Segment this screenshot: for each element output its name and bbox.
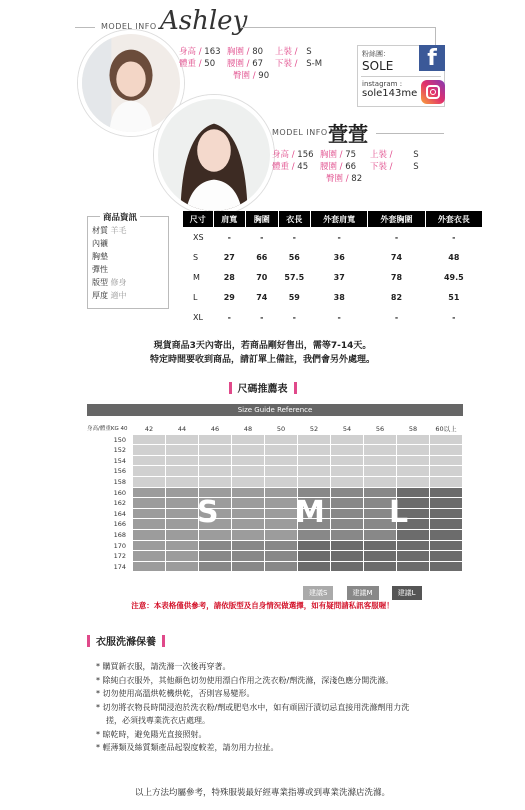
grid-cell bbox=[265, 509, 298, 520]
legend-m: 建議M bbox=[347, 586, 379, 600]
divider bbox=[75, 27, 95, 28]
accent-bar bbox=[229, 382, 232, 394]
grid-cell bbox=[133, 509, 166, 520]
grid-cell bbox=[397, 456, 430, 467]
grid-cell bbox=[232, 551, 265, 562]
grid-cell bbox=[133, 488, 166, 499]
grid-cell bbox=[232, 519, 265, 530]
care-title: 衣服洗滌保養 bbox=[87, 633, 165, 648]
grid-cell bbox=[199, 551, 232, 562]
grid-cell bbox=[364, 562, 397, 573]
table-row: M 28 70 57.5 37 78 49.5 bbox=[193, 272, 464, 282]
list-item: * 除純白衣服外，其他顏色切勿使用漂白作用之洗衣粉/劑洗滌，深淺色應分開洗滌。 bbox=[96, 675, 394, 685]
grid-cell bbox=[166, 445, 199, 456]
model-stats: 身高 / 156 胸圍 / 75 上裝 / S 體重 / 45 腰圍 / 66 下裝 / S 臀圍 / 82 bbox=[272, 150, 419, 184]
grid-cell bbox=[364, 435, 397, 446]
size-guide-note: 注意：本表格僅供參考，請依版型及自身情況做選擇，如有疑問請私訊客服喔！ bbox=[131, 601, 394, 610]
grid-cell bbox=[232, 530, 265, 541]
accent-bar bbox=[162, 635, 165, 647]
grid-cell bbox=[430, 562, 463, 573]
care-list bbox=[96, 660, 416, 755]
divider bbox=[376, 133, 444, 134]
grid-height-label: 160 bbox=[87, 488, 133, 499]
size-header: 衣長 bbox=[278, 211, 311, 227]
grid-cell bbox=[430, 530, 463, 541]
model-name: Ashley bbox=[160, 6, 248, 36]
grid-cell bbox=[166, 541, 199, 552]
grid-cell bbox=[133, 435, 166, 446]
accent-bar bbox=[294, 382, 297, 394]
grid-cell bbox=[265, 435, 298, 446]
facebook-label: 粉絲團： bbox=[362, 50, 390, 58]
grid-height-label: 158 bbox=[87, 477, 133, 488]
size-header: 胸圍 bbox=[246, 211, 279, 227]
size-header: 尺寸 bbox=[183, 211, 213, 227]
grid-height-label: 166 bbox=[87, 519, 133, 530]
grid-cell bbox=[232, 498, 265, 509]
grid-weight-label: 44 bbox=[166, 424, 199, 435]
size-header: 外套胸圍 bbox=[368, 211, 425, 227]
grid-cell bbox=[331, 509, 364, 520]
legend-l: 建議L bbox=[392, 586, 422, 600]
list-item: * 購買新衣服，請洗滌一次後再穿著。 bbox=[96, 662, 231, 671]
shipping-notice: 特定時間要收到商品，請訂單上備註，我們會另外處理。 bbox=[149, 355, 375, 365]
grid-cell bbox=[199, 562, 232, 573]
grid-cell bbox=[430, 551, 463, 562]
grid-cell bbox=[397, 562, 430, 573]
grid-cell bbox=[199, 435, 232, 446]
grid-cell bbox=[430, 488, 463, 499]
grid-cell bbox=[430, 541, 463, 552]
grid-cell bbox=[166, 509, 199, 520]
grid-corner-label: 身高/體重KG 40 bbox=[87, 424, 133, 435]
grid-cell bbox=[265, 562, 298, 573]
size-letter-l: L bbox=[389, 495, 409, 530]
shipping-notice: 現貨商品3天內寄出，若商品剛好售出，需等7-14天。 bbox=[153, 341, 372, 351]
grid-cell bbox=[364, 530, 397, 541]
grid-cell bbox=[298, 435, 331, 446]
grid-cell bbox=[232, 466, 265, 477]
instagram-icon[interactable] bbox=[421, 80, 445, 104]
facebook-icon[interactable]: f bbox=[419, 45, 445, 71]
grid-weight-label: 54 bbox=[331, 424, 364, 435]
grid-cell bbox=[430, 509, 463, 520]
grid-cell bbox=[232, 488, 265, 499]
grid-cell bbox=[232, 445, 265, 456]
grid-cell bbox=[166, 477, 199, 488]
grid-cell bbox=[232, 435, 265, 446]
grid-cell bbox=[397, 477, 430, 488]
size-header: 肩寬 bbox=[213, 211, 246, 227]
grid-cell bbox=[133, 562, 166, 573]
grid-weight-label: 50 bbox=[265, 424, 298, 435]
model-photo bbox=[154, 95, 274, 215]
grid-cell bbox=[331, 466, 364, 477]
size-letter-m: M bbox=[295, 495, 325, 530]
instagram-value: sole143me bbox=[362, 88, 418, 99]
accent-bar bbox=[87, 635, 90, 647]
grid-cell bbox=[199, 530, 232, 541]
grid-cell bbox=[331, 445, 364, 456]
grid-cell bbox=[133, 551, 166, 562]
size-header: 外套衣長 bbox=[425, 211, 482, 227]
grid-cell bbox=[397, 435, 430, 446]
table-row: L 29 74 59 38 82 51 bbox=[193, 292, 460, 302]
grid-cell bbox=[265, 551, 298, 562]
grid-cell bbox=[331, 562, 364, 573]
grid-cell bbox=[364, 477, 397, 488]
grid-cell bbox=[232, 477, 265, 488]
grid-height-label: 150 bbox=[87, 435, 133, 446]
grid-cell bbox=[133, 445, 166, 456]
grid-cell bbox=[166, 498, 199, 509]
grid-cell bbox=[430, 519, 463, 530]
grid-cell bbox=[397, 530, 430, 541]
model-name: 萱萱 bbox=[328, 122, 368, 146]
grid-cell bbox=[298, 477, 331, 488]
grid-cell bbox=[331, 456, 364, 467]
grid-cell bbox=[298, 456, 331, 467]
grid-cell bbox=[133, 530, 166, 541]
model-info-label: MODEL INFO bbox=[272, 128, 328, 137]
legend-s: 建議S bbox=[303, 586, 333, 600]
grid-weight-label: 58 bbox=[397, 424, 430, 435]
grid-cell bbox=[430, 456, 463, 467]
size-guide-chart bbox=[87, 404, 463, 572]
grid-cell bbox=[166, 530, 199, 541]
grid-weight-label: 46 bbox=[199, 424, 232, 435]
grid-cell bbox=[265, 541, 298, 552]
grid-cell bbox=[331, 498, 364, 509]
grid-weight-label: 48 bbox=[232, 424, 265, 435]
grid-cell bbox=[265, 445, 298, 456]
model-info-label: MODEL INFO bbox=[101, 22, 157, 31]
grid-cell bbox=[298, 530, 331, 541]
grid-cell bbox=[430, 477, 463, 488]
grid-height-label: 164 bbox=[87, 509, 133, 520]
grid-cell bbox=[331, 435, 364, 446]
grid-height-label: 172 bbox=[87, 551, 133, 562]
grid-weight-label: 42 bbox=[133, 424, 166, 435]
grid-cell bbox=[364, 551, 397, 562]
grid-cell bbox=[430, 435, 463, 446]
grid-cell bbox=[265, 530, 298, 541]
product-info-list: 材質 羊毛 內襯 胸墊 彈性 版型 修身 厚度 適中 bbox=[92, 226, 127, 300]
grid-cell bbox=[430, 498, 463, 509]
table-row: S 27 66 56 36 74 48 bbox=[193, 252, 460, 262]
grid-cell bbox=[265, 466, 298, 477]
grid-cell bbox=[331, 488, 364, 499]
grid-cell bbox=[133, 519, 166, 530]
grid-cell bbox=[199, 456, 232, 467]
grid-weight-label: 52 bbox=[298, 424, 331, 435]
grid-cell bbox=[364, 466, 397, 477]
divider bbox=[240, 27, 435, 28]
grid-cell bbox=[298, 445, 331, 456]
grid-cell bbox=[133, 498, 166, 509]
grid-cell bbox=[199, 541, 232, 552]
list-item: * 切勿使用高溫烘乾機烘乾，否則容易變形。 bbox=[96, 689, 255, 698]
grid-cell bbox=[265, 488, 298, 499]
grid-height-label: 154 bbox=[87, 456, 133, 467]
grid-cell bbox=[166, 456, 199, 467]
grid-height-label: 156 bbox=[87, 466, 133, 477]
grid-cell bbox=[133, 477, 166, 488]
grid-cell bbox=[298, 562, 331, 573]
grid-cell bbox=[331, 541, 364, 552]
grid-cell bbox=[331, 519, 364, 530]
grid-cell bbox=[265, 519, 298, 530]
grid-cell bbox=[166, 551, 199, 562]
grid-cell bbox=[133, 456, 166, 467]
grid-cell bbox=[364, 456, 397, 467]
grid-cell bbox=[331, 551, 364, 562]
list-item: * 輕薄類及絲質類產品起裂度較差，請勿用力拉扯。 bbox=[96, 743, 279, 752]
grid-cell bbox=[364, 445, 397, 456]
size-guide-title: 尺碼推薦表 bbox=[0, 380, 525, 395]
grid-cell bbox=[199, 477, 232, 488]
size-table bbox=[183, 211, 483, 327]
grid-cell bbox=[397, 551, 430, 562]
size-legend bbox=[303, 580, 422, 600]
grid-cell bbox=[232, 541, 265, 552]
facebook-value: SOLE bbox=[362, 59, 394, 73]
grid-cell bbox=[166, 488, 199, 499]
grid-cell bbox=[232, 456, 265, 467]
grid-weight-label: 60以上 bbox=[430, 424, 463, 435]
table-row: XS - - - - - - bbox=[193, 232, 456, 242]
model-stats: 身高 / 163 胸圍 / 80 上裝 / S 體重 / 50 腰圍 / 67 下裝 / S-M 臀圍 / 90 bbox=[179, 47, 323, 81]
grid-cell bbox=[331, 530, 364, 541]
grid-height-label: 174 bbox=[87, 562, 133, 573]
grid-cell bbox=[298, 541, 331, 552]
care-footer: 以上方法均屬參考，特殊服裝最好經專業指導或到專業洗滌店洗滌。 bbox=[134, 788, 390, 798]
grid-height-label: 152 bbox=[87, 445, 133, 456]
product-info-title: 商品資訊 bbox=[100, 211, 140, 223]
grid-cell bbox=[232, 509, 265, 520]
grid-cell bbox=[265, 456, 298, 467]
instagram-label: instagram : bbox=[362, 80, 403, 88]
grid-cell bbox=[298, 466, 331, 477]
grid-cell bbox=[166, 435, 199, 446]
grid-cell bbox=[166, 562, 199, 573]
grid-cell bbox=[397, 466, 430, 477]
table-row: XL - - - - - - bbox=[193, 312, 456, 322]
grid-cell bbox=[397, 445, 430, 456]
grid-cell bbox=[232, 562, 265, 573]
grid-cell bbox=[298, 551, 331, 562]
grid-height-label: 162 bbox=[87, 498, 133, 509]
grid-cell bbox=[133, 466, 166, 477]
grid-cell bbox=[166, 519, 199, 530]
list-item: * 切勿將衣物長時間浸泡於洗衣粉/劑或肥皂水中，如有頑固汙漬切忌直接用洗滌劑用力洗搓，必須找專業洗衣店處理。 bbox=[96, 702, 410, 725]
grid-cell bbox=[397, 541, 430, 552]
size-header: 外套肩寬 bbox=[311, 211, 368, 227]
grid-cell bbox=[265, 498, 298, 509]
grid-cell bbox=[133, 541, 166, 552]
grid-cell bbox=[265, 477, 298, 488]
grid-cell bbox=[430, 466, 463, 477]
grid-cell bbox=[199, 466, 232, 477]
grid-cell bbox=[364, 541, 397, 552]
size-letter-s: S bbox=[197, 495, 219, 530]
grid-cell bbox=[430, 445, 463, 456]
grid-height-label: 168 bbox=[87, 530, 133, 541]
grid-cell bbox=[166, 466, 199, 477]
list-item: * 晾乾時，避免陽光直接照射。 bbox=[96, 729, 207, 739]
size-guide-header: Size Guide Reference bbox=[87, 404, 463, 416]
grid-cell bbox=[199, 445, 232, 456]
grid-cell bbox=[331, 477, 364, 488]
grid-weight-label: 56 bbox=[364, 424, 397, 435]
grid-height-label: 170 bbox=[87, 541, 133, 552]
